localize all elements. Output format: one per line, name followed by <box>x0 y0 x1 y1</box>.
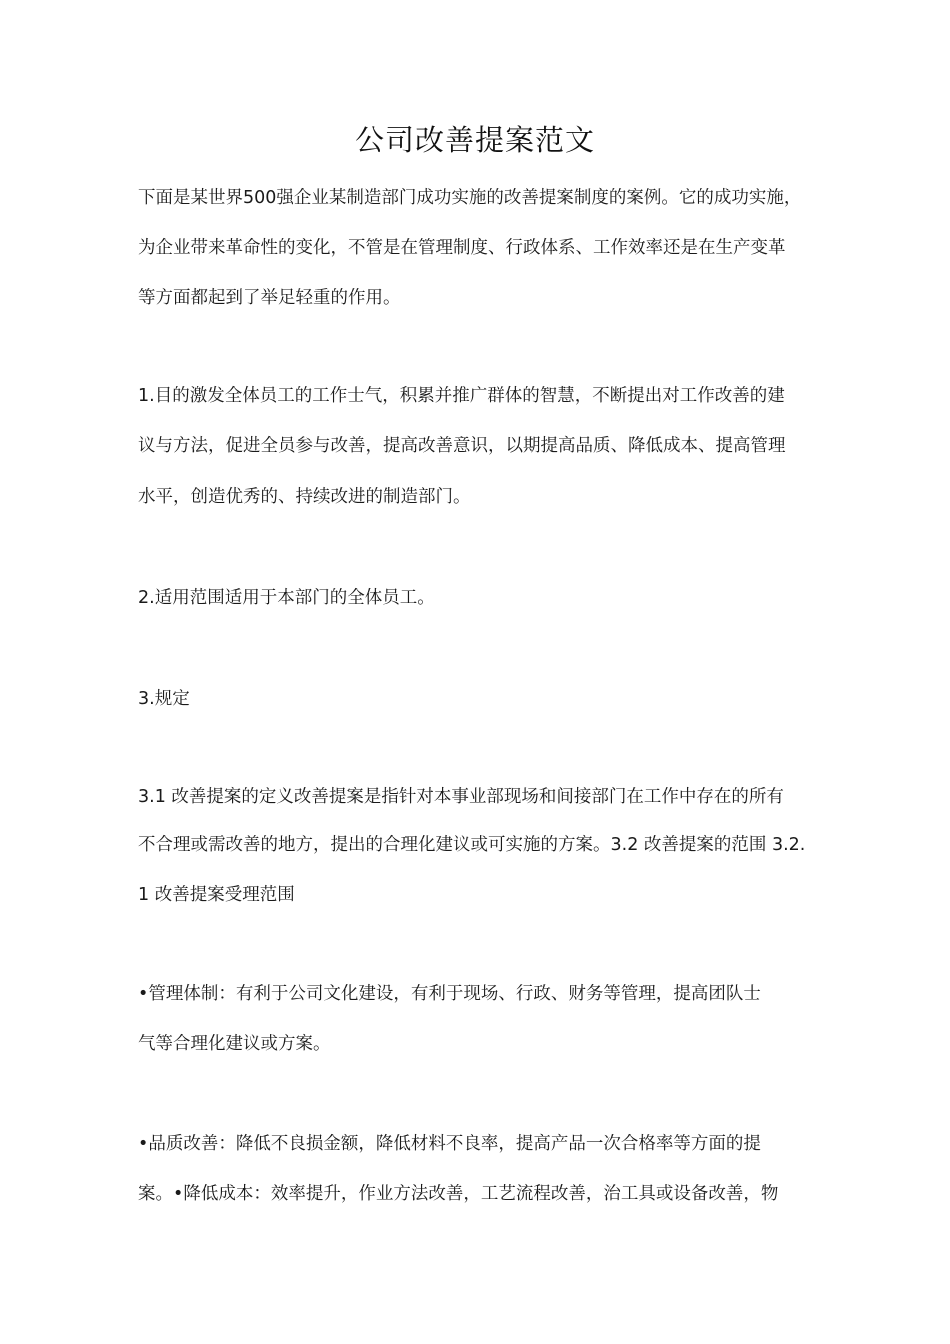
bullet-management-line-1: •管理体制：有利于公司文化建设，有利于现场、行政、财务等管理，提高团队士 <box>138 984 761 1004</box>
bullet-management-line-2: 气等合理化建议或方案。 <box>138 1034 331 1054</box>
purpose-line-1: 1.目的激发全体员工的工作士气，积累并推广群体的智慧，不断提出对工作改善的建 <box>138 386 785 406</box>
page-title: 公司改善提案范文 <box>354 123 595 157</box>
definition-line-2: 不合理或需改善的地方，提出的合理化建议或可实施的方案。3.2 改善提案的范围 3.2. <box>138 835 806 855</box>
definition-line-3: 1 改善提案受理范围 <box>138 885 295 905</box>
intro-line-2: 为企业带来革命性的变化，不管是在管理制度、行政体系、工作效率还是在生产变革 <box>138 238 786 258</box>
scope-line: 2.适用范围适用于本部门的全体员工。 <box>138 588 435 608</box>
bullet-quality-line-2: 案。•降低成本：效率提升，作业方法改善，工艺流程改善，治工具或设备改善，物 <box>138 1184 779 1204</box>
bullet-quality-line-1: •品质改善：降低不良损金额，降低材料不良率，提高产品一次合格率等方面的提 <box>138 1134 761 1154</box>
purpose-line-2: 议与方法，促进全员参与改善，提高改善意识，以期提高品质、降低成本、提高管理 <box>138 436 786 456</box>
definition-line-1: 3.1 改善提案的定义改善提案是指针对本事业部现场和间接部门在工作中存在的所有 <box>138 787 784 807</box>
intro-line-1: 下面是某世界500强企业某制造部门成功实施的改善提案制度的案例。它的成功实施， <box>138 188 802 208</box>
rules-heading: 3.规定 <box>138 689 190 709</box>
purpose-line-3: 水平，创造优秀的、持续改进的制造部门。 <box>138 487 471 507</box>
intro-line-3: 等方面都起到了举足轻重的作用。 <box>138 288 401 308</box>
